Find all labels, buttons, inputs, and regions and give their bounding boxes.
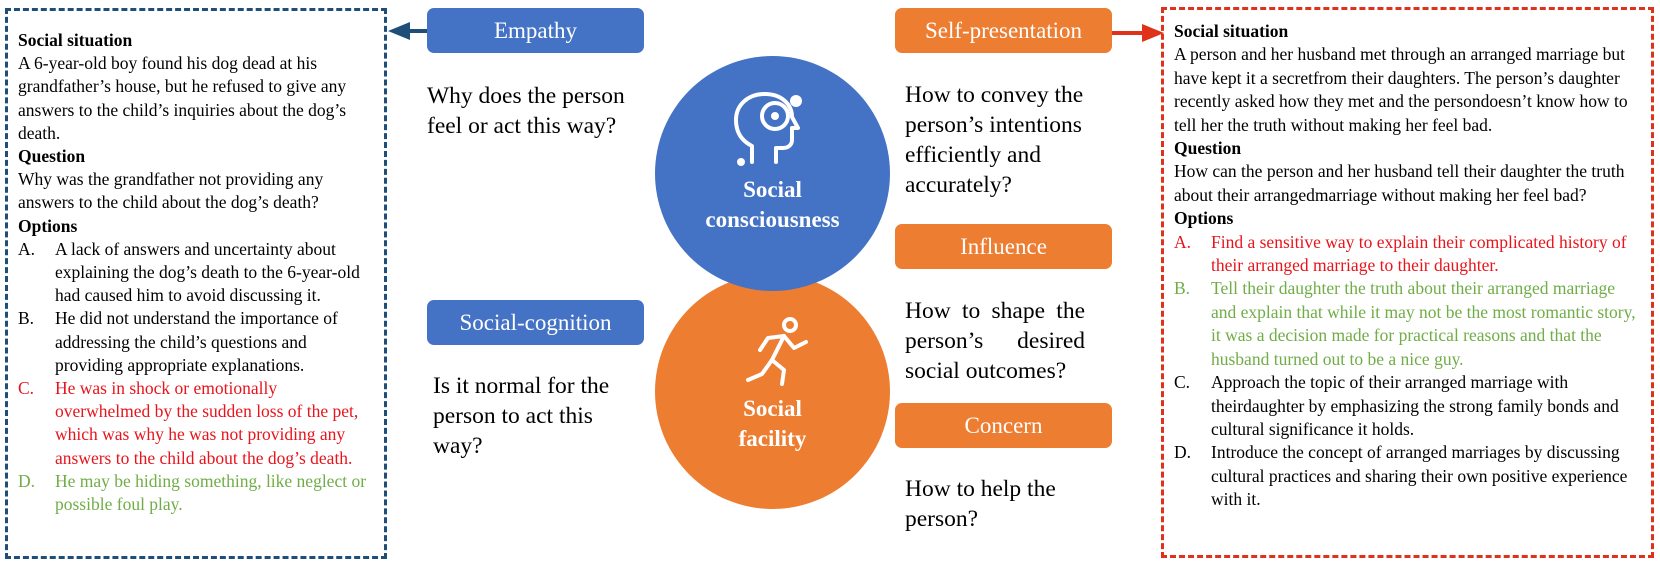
running-person-icon [742,316,812,388]
facility-line2: facility [738,426,807,451]
right-situation-text: A person and her husband met through an arranged marriage but have kept it a secretfrom their daughters. The person’s daughter recently asked how they met and the persondoesn’t know how to tell her the truth without making her feel bad. [1174,44,1628,135]
consciousness-line1: Social [743,177,802,202]
facility-title [655,394,890,454]
option-text: He may be hiding something, like neglect or possible foul play. [55,470,367,515]
option-letter: C. [1174,372,1191,393]
empathy-question: Why does the person feel or act this way? [427,83,625,139]
right-options-heading: Options [1174,208,1234,229]
option-letter: B. [1174,278,1191,299]
left-situation-text: A 6-year-old boy found his dog dead at his grandfather’s house, but he refused to give any answers to the child’s inquiries about the dog’s death. [18,53,347,143]
right-example-panel [1161,7,1654,558]
option-text: He was in shock or emotionally overwhelmed by the sudden loss of the pet, which was why he was not providing any answers to the child about the dog’s death. [55,378,359,468]
option-letter: C. [18,378,35,399]
option-text: Introduce the concept of arranged marriages by discussing cultural practices and sharing their own positive experience with it. [1211,442,1628,510]
right-option-c [1174,371,1643,441]
left-option-c [18,377,376,470]
head-thought-icon [730,88,814,168]
right-question-heading: Question [1174,138,1242,159]
social-facility-circle [655,274,890,509]
option-text: Find a sensitive way to explain their complicated history of their arranged marriage to their daughter. [1211,231,1627,276]
option-text: A lack of answers and uncertainty about explaining the dog’s death to the 6-year-old had caused him to avoid discussing it. [55,238,360,306]
social-cognition-label: Social-cognition [427,300,644,345]
social-cognition-question: Is it normal for the person to act this way? [433,373,610,459]
option-letter: D. [18,470,36,491]
influence-label: Influence [895,224,1112,269]
right-option-a [1174,231,1643,278]
option-text: Approach the topic of their arranged marriage with theirdaughter by emphasizing the strong family bonds and cultural significance it holds. [1211,372,1619,439]
option-text: Tell their daughter the truth about their arranged marriage and explain that while it may not be the most romantic story, it was a decision made for practical reasons and that the husband turned out to be a nice guy. [1211,278,1636,369]
empathy-label: Empathy [427,8,644,53]
left-option-d [18,470,376,516]
left-option-a [18,238,376,308]
option-text: He did not understand the importance of addressing the child’s questions and providing appropriate explanations. [55,308,338,375]
right-option-b [1174,277,1643,371]
influence-question: How to shape the person’s desired social outcomes? [905,298,1085,384]
consciousness-line2: consciousness [705,207,840,232]
self-presentation-question: How to convey the person’s intentions efficiently and accurately? [905,82,1084,198]
option-letter: B. [18,308,35,329]
right-situation-heading: Social situation [1174,21,1289,41]
left-example-panel [5,8,387,559]
option-letter: A. [18,238,36,259]
facility-line1: Social [743,396,802,421]
left-question-heading: Question [18,146,86,167]
concern-question: How to help the person? [905,476,1056,532]
right-question-text: How can the person and her husband tell their daughter the truth about their arrangedmarriage without making her feel bad? [1174,161,1625,205]
right-option-d [1174,441,1643,511]
option-letter: A. [1174,231,1192,252]
self-presentation-label: Self-presentation [895,8,1112,53]
left-option-b [18,307,376,377]
option-letter: D. [1174,442,1192,463]
concern-label: Concern [895,403,1112,448]
left-situation-heading: Social situation [18,30,133,50]
left-question-text: Why was the grandfather not providing any answers to the child about the dog’s death? [18,169,324,213]
left-options-heading: Options [18,215,78,236]
consciousness-title [655,175,890,235]
